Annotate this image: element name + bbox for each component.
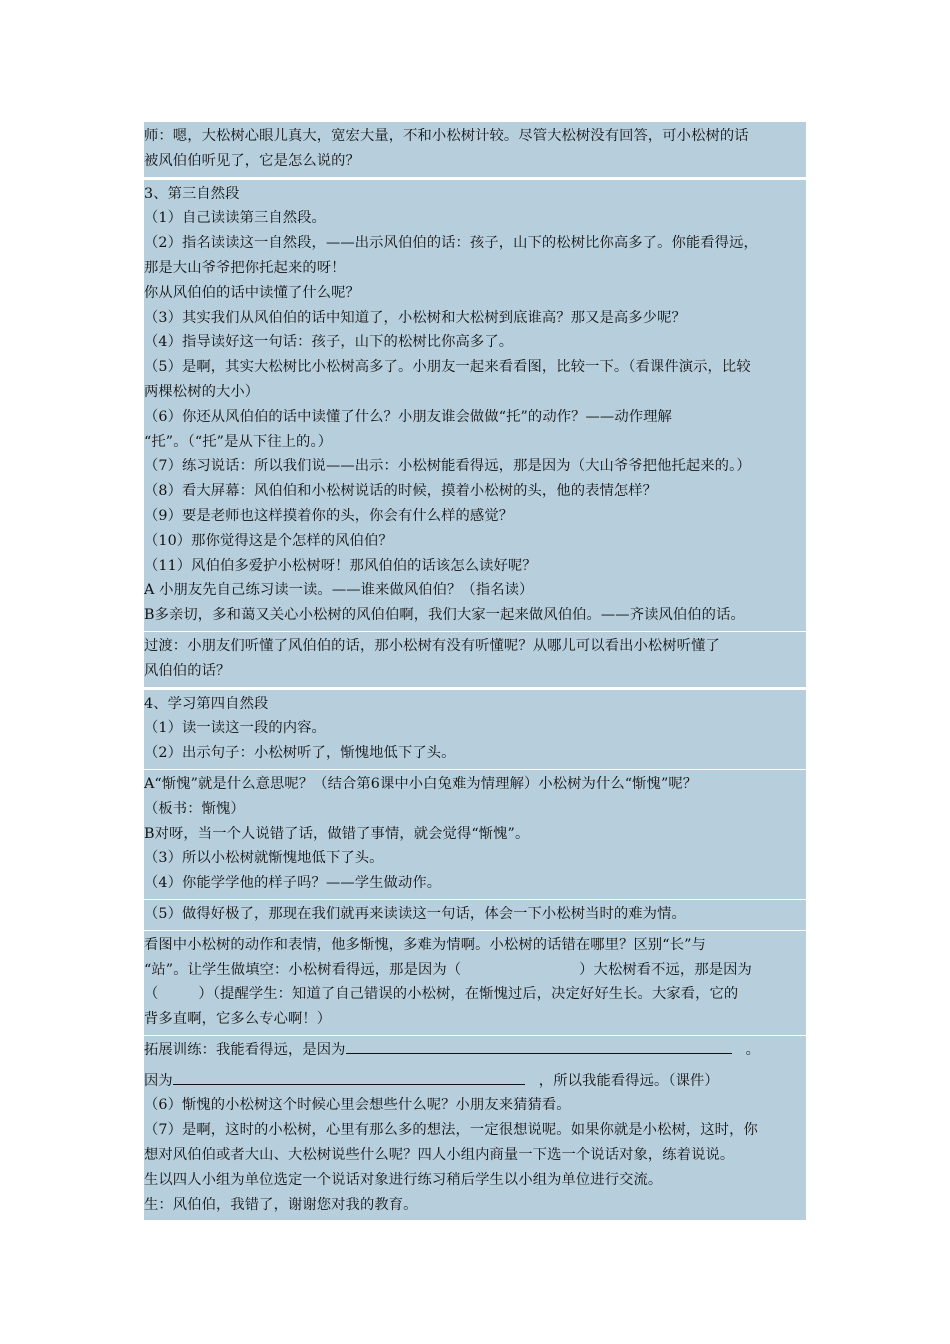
text-line: 被风伯伯听见了，它是怎么说的？ <box>144 152 360 169</box>
text-span: ，所以我能看得远。（课件） <box>538 1072 719 1089</box>
text-line: A“惭愧”就是什么意思呢？（结合第6课中小白兔难为情理解）小松树为什么“惭愧”呢？ <box>144 775 698 792</box>
text-line <box>144 958 806 983</box>
text-line <box>144 1038 806 1063</box>
text-line: 看图中小松树的动作和表情，他多惭愧，多难为情啊。小松树的话错在哪里？区别“长”与 <box>144 936 706 953</box>
text-line: 过渡：小朋友们听懂了风伯伯的话，那小松树有没有听懂呢？从哪儿可以看出小松树听懂了 <box>144 637 720 654</box>
text-span: ）大松树看不远，那是因为 <box>579 961 752 978</box>
text-line: （9）要是老师也这样摸着你的头，你会有什么样的感觉？ <box>144 507 514 524</box>
document-page <box>144 122 806 1221</box>
fill-in-blank <box>173 1070 525 1085</box>
text-line: （10）那你觉得这是个怎样的风伯伯？ <box>144 532 393 549</box>
text-line: （板书：惭愧） <box>144 800 245 817</box>
text-line: （1）读一读这一段的内容。 <box>144 720 326 737</box>
text-span: 。 <box>745 1041 760 1058</box>
paragraph-teacher-remark <box>144 122 806 178</box>
text-line: （5）做得好极了，那现在我们就再来读读这一句话，体会一下小松树当时的难为情。 <box>144 905 686 922</box>
text-line: （2）出示句子：小松树听了，惭愧地低下了头。 <box>144 745 456 762</box>
text-span: 因为 <box>144 1072 173 1089</box>
section-heading: 3、第三自然段 <box>144 185 240 202</box>
paragraph-extension-training <box>144 1036 806 1222</box>
text-span: “站”。让学生做填空：小松树看得远，那是因为（ <box>144 961 462 978</box>
text-line: （2）指名读读这一自然段，——出示风伯伯的话：孩子，山下的松树比你高多了。你能看得远， <box>144 235 758 252</box>
text-line: （6）你还从风伯伯的话中读懂了什么？小朋友谁会做做“托”的动作？——动作理解 <box>144 408 672 425</box>
text-line: （5）是啊，其实大松树比小松树高多了。小朋友一起来看看图，比较一下。（看课件演示，比较 <box>144 359 751 376</box>
section-heading: 4、学习第四自然段 <box>144 695 269 712</box>
text-line: B对呀，当一个人说错了话，做错了事情，就会觉得“惭愧”。 <box>144 825 530 842</box>
text-line: 生以四人小组为单位选定一个说话对象进行练习稍后学生以小组为单位进行交流。 <box>144 1171 663 1188</box>
text-line: （7）是啊，这时的小松树，心里有那么多的想法，一定很想说呢。如果你就是小松树，这时，你 <box>144 1122 758 1139</box>
text-span: ）（提醒学生：知道了自己错误的小松树，在惭愧过后，决定好好生长。大家看，它的 <box>198 986 739 1003</box>
paragraph-transition <box>144 632 806 688</box>
text-line: （1）自己读读第三自然段。 <box>144 210 326 227</box>
text-span: （ <box>144 986 159 1003</box>
text-line <box>144 982 806 1007</box>
text-line: （8）看大屏幕：风伯伯和小松树说话的时候，摸着小松树的头，他的表情怎样？ <box>144 483 658 500</box>
text-line: （6）惭愧的小松树这个时候心里会想些什么呢？小朋友来猜猜看。 <box>144 1097 571 1114</box>
fill-in-blank <box>346 1039 732 1054</box>
text-line: （7）练习说话：所以我们说——出示：小松树能看得远，那是因为（大山爷爷把他托起来的。） <box>144 458 751 475</box>
text-line: A 小朋友先自己练习读一读。——谁来做风伯伯？（指名读） <box>144 582 534 599</box>
text-line: （3）其实我们从风伯伯的话中知道了，小松树和大松树到底谁高？那又是高多少呢？ <box>144 309 686 326</box>
text-line: 你从风伯伯的话中读懂了什么呢？ <box>144 284 360 301</box>
paragraph-read-again <box>144 900 806 931</box>
text-line: 生：风伯伯，我错了，谢谢您对我的教育。 <box>144 1196 418 1213</box>
text-line: 风伯伯的话？ <box>144 662 231 679</box>
text-line: 师：嗯，大松树心眼儿真大，宽宏大量，不和小松树计较。尽管大松树没有回答，可小松树的话 <box>144 128 749 144</box>
section-paragraph-three <box>144 180 806 632</box>
text-line: 背多直啊，它多么专心啊！） <box>144 1011 332 1028</box>
section-paragraph-four <box>144 690 806 770</box>
text-line: （11）风伯伯多爱护小松树呀！那风伯伯的话该怎么读好呢？ <box>144 557 537 574</box>
paragraph-look-at-picture <box>144 931 806 1036</box>
text-line: （4）指导读好这一句话：孩子，山下的松树比你高多了。 <box>144 334 514 351</box>
text-line: （3）所以小松树就惭愧地低下了头。 <box>144 850 384 867</box>
paragraph-meaning-of-shame <box>144 770 806 900</box>
text-line: 两棵松树的大小） <box>144 383 260 400</box>
text-line: （4）你能学学他的样子吗？——学生做动作。 <box>144 875 442 892</box>
text-span: 拓展训练：我能看得远，是因为 <box>144 1041 346 1058</box>
text-line <box>144 1069 806 1094</box>
text-line: “托”。（“托”是从下往上的。） <box>144 433 333 450</box>
text-line: B多亲切，多和蔼又关心小松树的风伯伯啊，我们大家一起来做风伯伯。——齐读风伯伯的话。 <box>144 607 745 624</box>
text-line: 那是大山爷爷把你托起来的呀！ <box>144 259 346 276</box>
text-line: 想对风伯伯或者大山、大松树说些什么呢？四人小组内商量一下选一个说话对象，练着说说。 <box>144 1147 735 1164</box>
